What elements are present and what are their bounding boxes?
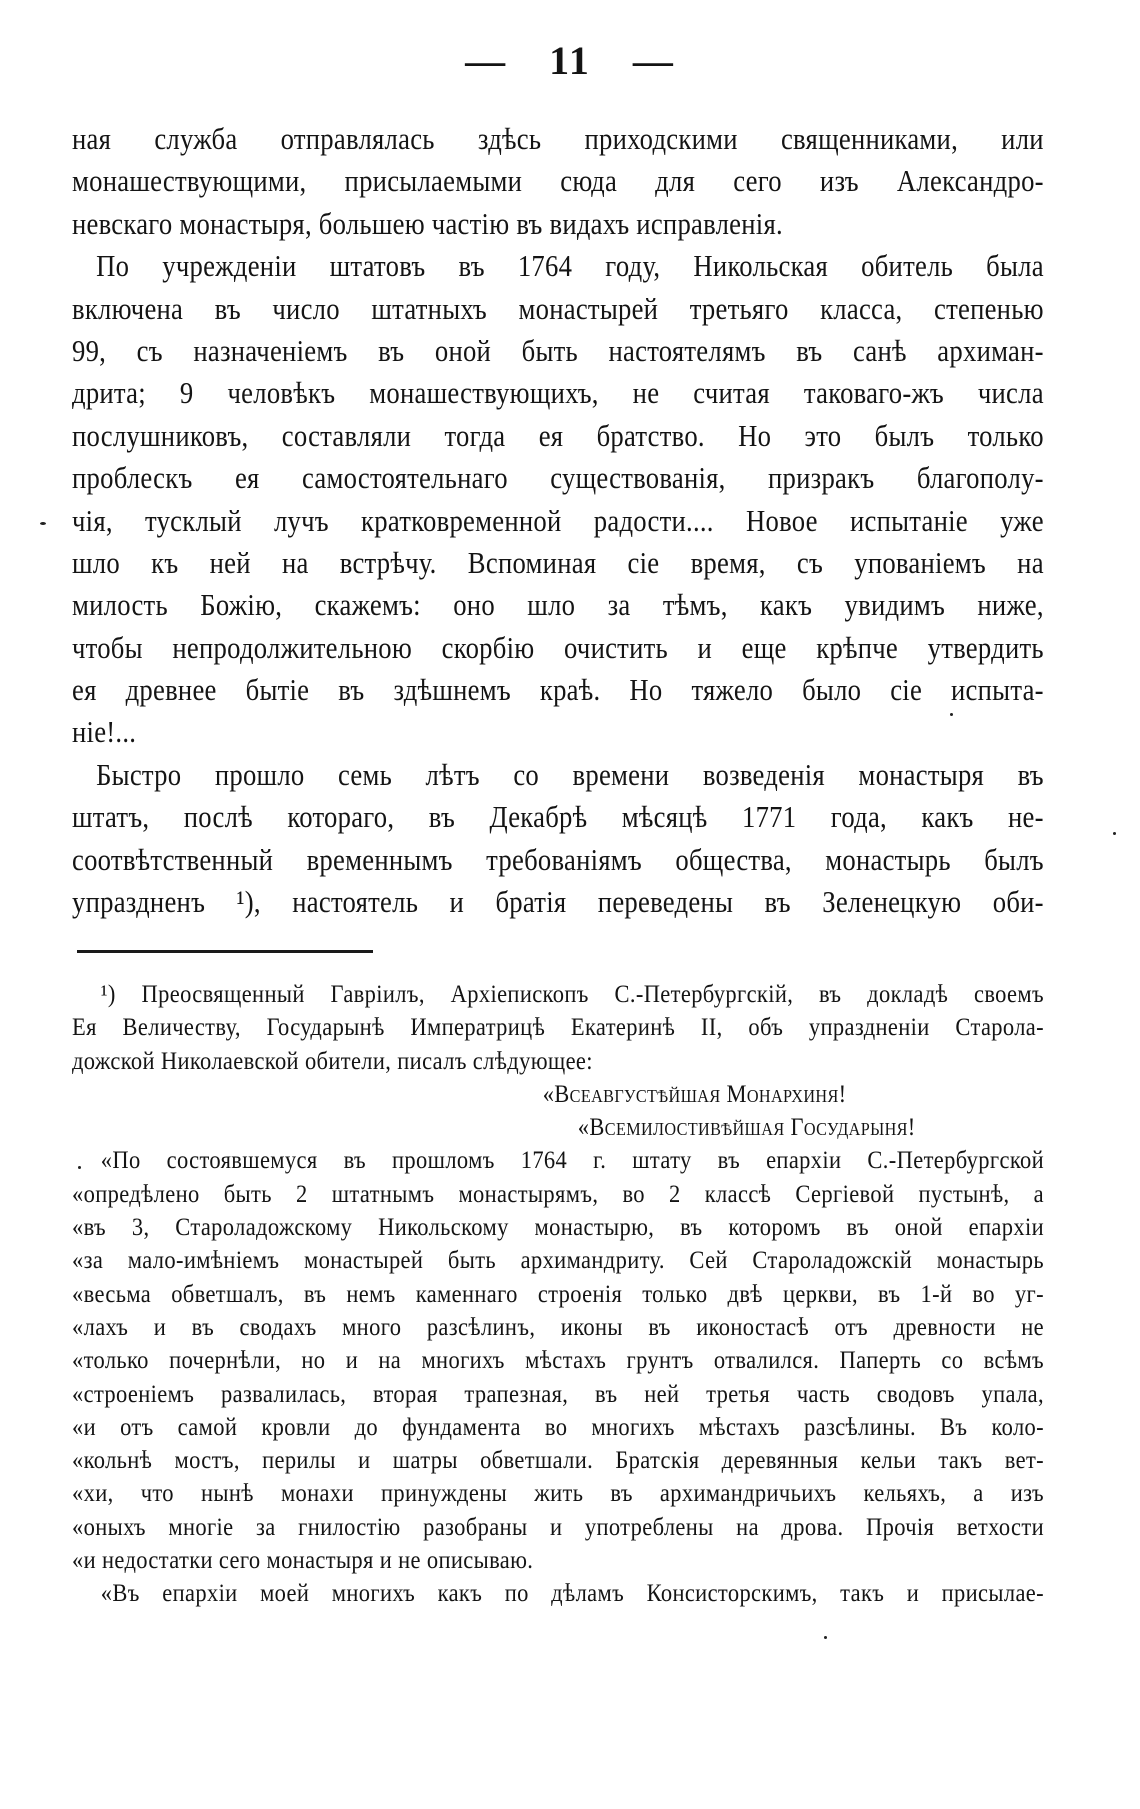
main-text-line: проблескъ ея самостоятельнаго существованія, призракъ благополу- — [72, 460, 1044, 496]
footnote-line: «въ 3, Староладожскому Никольскому монастырю, въ которомъ въ оной епархіи — [72, 1214, 1044, 1242]
main-text-line: чія, тусклый лучъ кратковременной радости.... Новое испытаніе уже — [72, 502, 1044, 538]
footnote-separator-rule — [77, 950, 373, 953]
print-speck — [824, 1636, 827, 1639]
main-text-line: включена въ число штатныхъ монастырей третьяго класса, степенью — [72, 290, 1044, 326]
footnote-line: «кольнѣ мостъ, перилы и шатры обветшали. Братскія деревянныя кельи такъ вет- — [72, 1447, 1044, 1475]
footnote-line: «лахъ и въ сводахъ много разсѣлинъ, иконы въ иконостасѣ отъ древности не — [72, 1313, 1044, 1341]
print-speck — [950, 713, 953, 716]
main-text-line: ная служба отправлялась здѣсь приходскими священниками, или — [72, 121, 1044, 156]
main-text-line: По учрежденіи штатовъ въ 1764 году, Никольская обитель была — [96, 248, 1044, 284]
main-text-line: чтобы непродолжительною скорбію очистить и еще крѣпче утвердить — [72, 629, 1044, 665]
footnote-block — [72, 978, 1044, 1611]
footnote-line: Ея Величеству, Государынѣ Императрицѣ Екатеринѣ II, объ упраздненіи Старола- — [72, 1014, 1044, 1042]
main-text-line: упраздненъ ¹), настоятель и братія переведены въ Зеленецкую оби- — [72, 884, 1044, 920]
footnote-line: «за мало-имѣніемъ монастырей быть архимандриту. Сей Староладожскій монастырь — [72, 1247, 1044, 1275]
footnote-line: «Въ епархіи моей многихъ какъ по дѣламъ Консисторскимъ, такъ и присылае- — [100, 1580, 1045, 1608]
main-text-line: 99, съ назначеніемъ въ оной быть настоятелямъ въ санѣ архиман- — [72, 332, 1044, 368]
footnote-line: «По состоявшемуся въ прошломъ 1764 г. штату въ епархіи С.-Петербургской — [100, 1147, 1045, 1175]
main-text-line: послушниковъ, составляли тогда ея братство. Но это былъ только — [72, 417, 1044, 453]
page-number-dash-left: — — [465, 38, 508, 83]
page-number-dash-right: — — [632, 38, 675, 83]
main-text-line: дрита; 9 человѣкъ монашествующихъ, не считая таковаго-жъ числа — [72, 375, 1044, 411]
footnote-line: «только почернѣли, но и на многихъ мѣстахъ грунтъ отвалился. Паперть со всѣмъ — [72, 1347, 1044, 1375]
main-text-line: штатъ, послѣ котораго, въ Декабрѣ мѣсяцѣ 1771 года, какъ не- — [72, 799, 1044, 835]
main-text-line: соотвѣтственный временнымъ требованіямъ общества, монастырь былъ — [72, 841, 1044, 877]
print-speck — [1113, 832, 1116, 835]
footnote-salutation: «Всемилостивѣйшая Государыня! — [577, 1114, 916, 1142]
main-text-line: шло къ ней на встрѣчу. Вспоминая сіе время, съ упованіемъ на — [72, 544, 1044, 580]
main-text-line: монашествующими, присылаемыми сюда для сего изъ Александро- — [72, 163, 1044, 199]
footnote-salutation: «Всеавгустѣйшая Монархиня! — [542, 1080, 847, 1108]
main-text-line: ніе!... — [72, 714, 137, 750]
main-text-line: Быстро прошло семь лѣтъ со времени возведенія монастыря въ — [96, 756, 1044, 792]
footnote-line: «весьма обветшалъ, въ немъ каменнаго строенія только двѣ церкви, въ 1-й во уг- — [72, 1280, 1044, 1308]
page-number-header — [0, 36, 1140, 86]
main-text-line: милость Божію, скажемъ: оно шло за тѣмъ, какъ увидимъ ниже, — [72, 587, 1044, 623]
footnote-line: «и отъ самой кровли до фундамента во многихъ мѣстахъ разсѣлины. Въ коло- — [72, 1413, 1044, 1441]
page-number: 11 — [549, 38, 591, 83]
print-speck — [78, 1166, 81, 1169]
footnote-line: «строеніемъ развалилась, вторая трапезная, въ ней третья часть сводовъ упала, — [72, 1380, 1044, 1408]
footnote-line: ¹) Преосвященный Гавріилъ, Архіепископъ С.-Петербургскій, въ докладѣ своемъ — [100, 981, 1045, 1008]
footnote-line: дожской Николаевской обители, писалъ слѣдующее: — [72, 1047, 593, 1075]
print-speck — [40, 522, 46, 525]
footnote-line: «оныхъ многіе за гнилостію разобраны и употреблены на дрова. Прочія ветхости — [72, 1513, 1044, 1541]
footnote-line: «опредѣлено быть 2 штатнымъ монастырямъ, во 2 классѣ Сергіевой пустынѣ, а — [72, 1180, 1044, 1208]
main-text-line: ея древнее бытіе въ здѣшнемъ краѣ. Но тяжело было сіе испыта- — [72, 672, 1044, 708]
footnote-line: «и недостатки сего монастыря и не описываю. — [72, 1547, 534, 1575]
footnote-line: «хи, что нынѣ монахи принуждены жить въ архимандричьихъ кельяхъ, а изъ — [72, 1480, 1044, 1508]
main-text-block — [72, 118, 1044, 923]
main-text-line: невскаго монастыря, большею частію въ видахъ исправленія. — [72, 205, 783, 241]
